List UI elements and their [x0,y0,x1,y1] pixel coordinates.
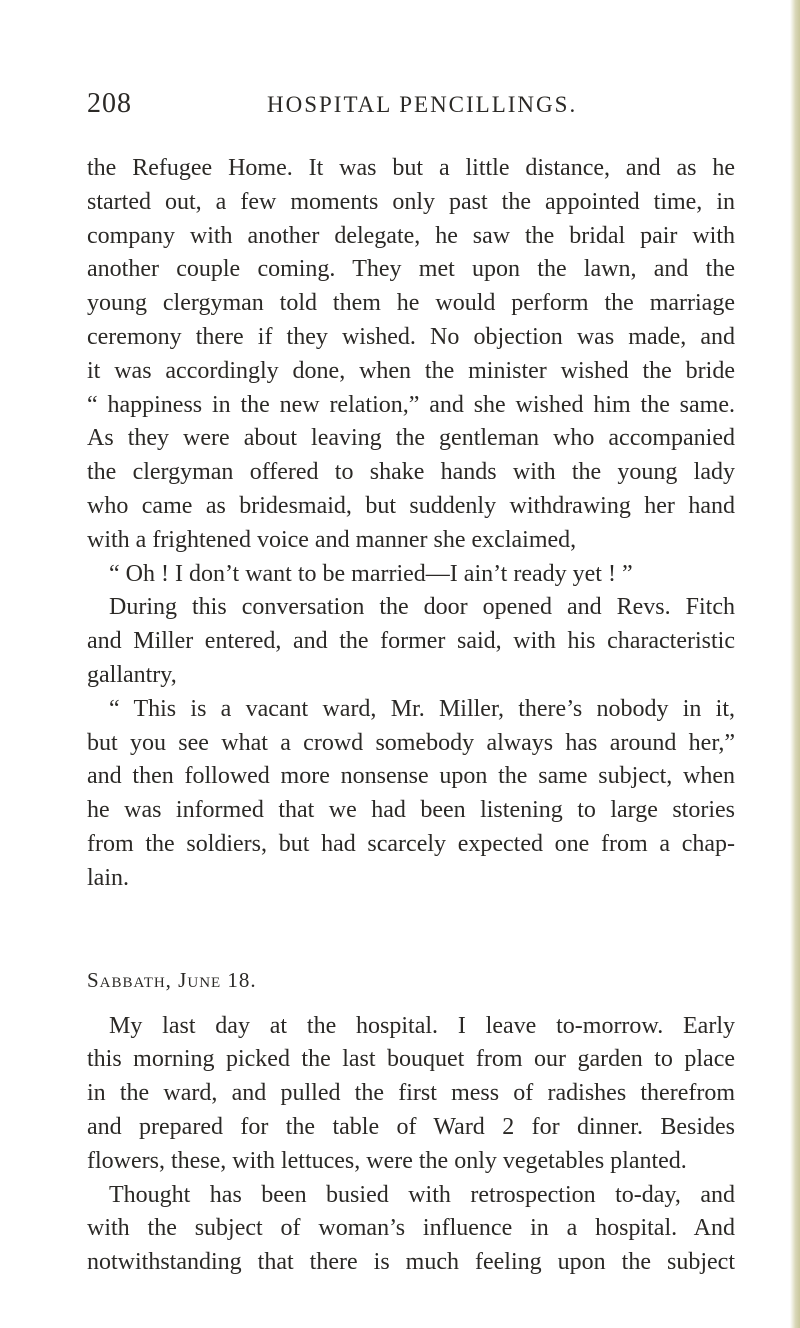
page-header [87,88,735,124]
text-line: ceremony there if they wished. No objection was made, and [87,323,735,350]
paragraph [87,558,735,592]
text-line: notwithstanding that there is much feeling upon the subject [87,1249,735,1276]
text-line: gallantry, [87,661,177,688]
text-line: another couple coming. They met upon the lawn, and the [87,256,735,283]
text-line: young clergyman told them he would perform the marriage [87,290,735,317]
text-line: “ Oh ! I don’t want to be married—I ain’t ready yet ! ” [109,560,633,587]
paragraph [87,152,735,558]
running-title: HOSPITAL PENCILLINGS. [267,92,578,117]
text-line: with the subject of woman’s influence in a hospital. And [87,1215,735,1242]
text-line: it was accordingly done, when the minister wished the bride [87,357,735,384]
paragraph [87,693,735,896]
paragraph [87,591,735,692]
text-line: and prepared for the table of Ward 2 for dinner. Besides [87,1113,735,1140]
text-line: flowers, these, with lettuces, were the only vegetables planted. [87,1147,687,1174]
text-line: lain. [87,864,129,891]
text-line: Thought has been busied with retrospection to-day, and [109,1181,735,1208]
text-line: and then followed more nonsense upon the same subject, when [87,763,735,790]
text-line: who came as bridesmaid, but suddenly withdrawing her hand [87,492,735,519]
text-line: started out, a few moments only past the appointed time, in [87,188,735,215]
text-line: “ This is a vacant ward, Mr. Miller, there’s nobody in it, [109,695,735,722]
text-line: During this conversation the door opened and Revs. Fitch [109,594,735,621]
text-line: this morning picked the last bouquet from our garden to place [87,1046,735,1073]
text-line: he was informed that we had been listening to large stories [87,797,735,824]
text-line: As they were about leaving the gentleman who accompanied [87,425,735,452]
page-edge-shadow [790,0,800,1328]
paragraph [87,1179,735,1280]
body-text [87,152,735,1280]
paragraph [87,1010,735,1179]
section-heading: Sabbath, June 18. [87,967,257,992]
text-line: but you see what a crowd somebody always has around her,” [87,729,735,756]
text-line: in the ward, and pulled the first mess of radishes therefrom [87,1080,735,1107]
text-line: My last day at the hospital. I leave to-morrow. Early [109,1012,735,1039]
text-line: the clergyman offered to shake hands with the young lady [87,459,735,486]
text-line: with a frightened voice and manner she exclaimed, [87,526,577,553]
text-line: and Miller entered, and the former said, with his characteristic [87,628,735,655]
text-line: “ happiness in the new relation,” and she wished him the same. [87,391,735,418]
text-line: the Refugee Home. It was but a little distance, and as he [87,155,735,181]
section-gap [87,896,735,964]
page-number: 208 [87,88,132,119]
text-line: company with another delegate, he saw the bridal pair with [87,222,735,249]
text-line: from the soldiers, but had scarcely expected one from a chap- [87,830,735,857]
